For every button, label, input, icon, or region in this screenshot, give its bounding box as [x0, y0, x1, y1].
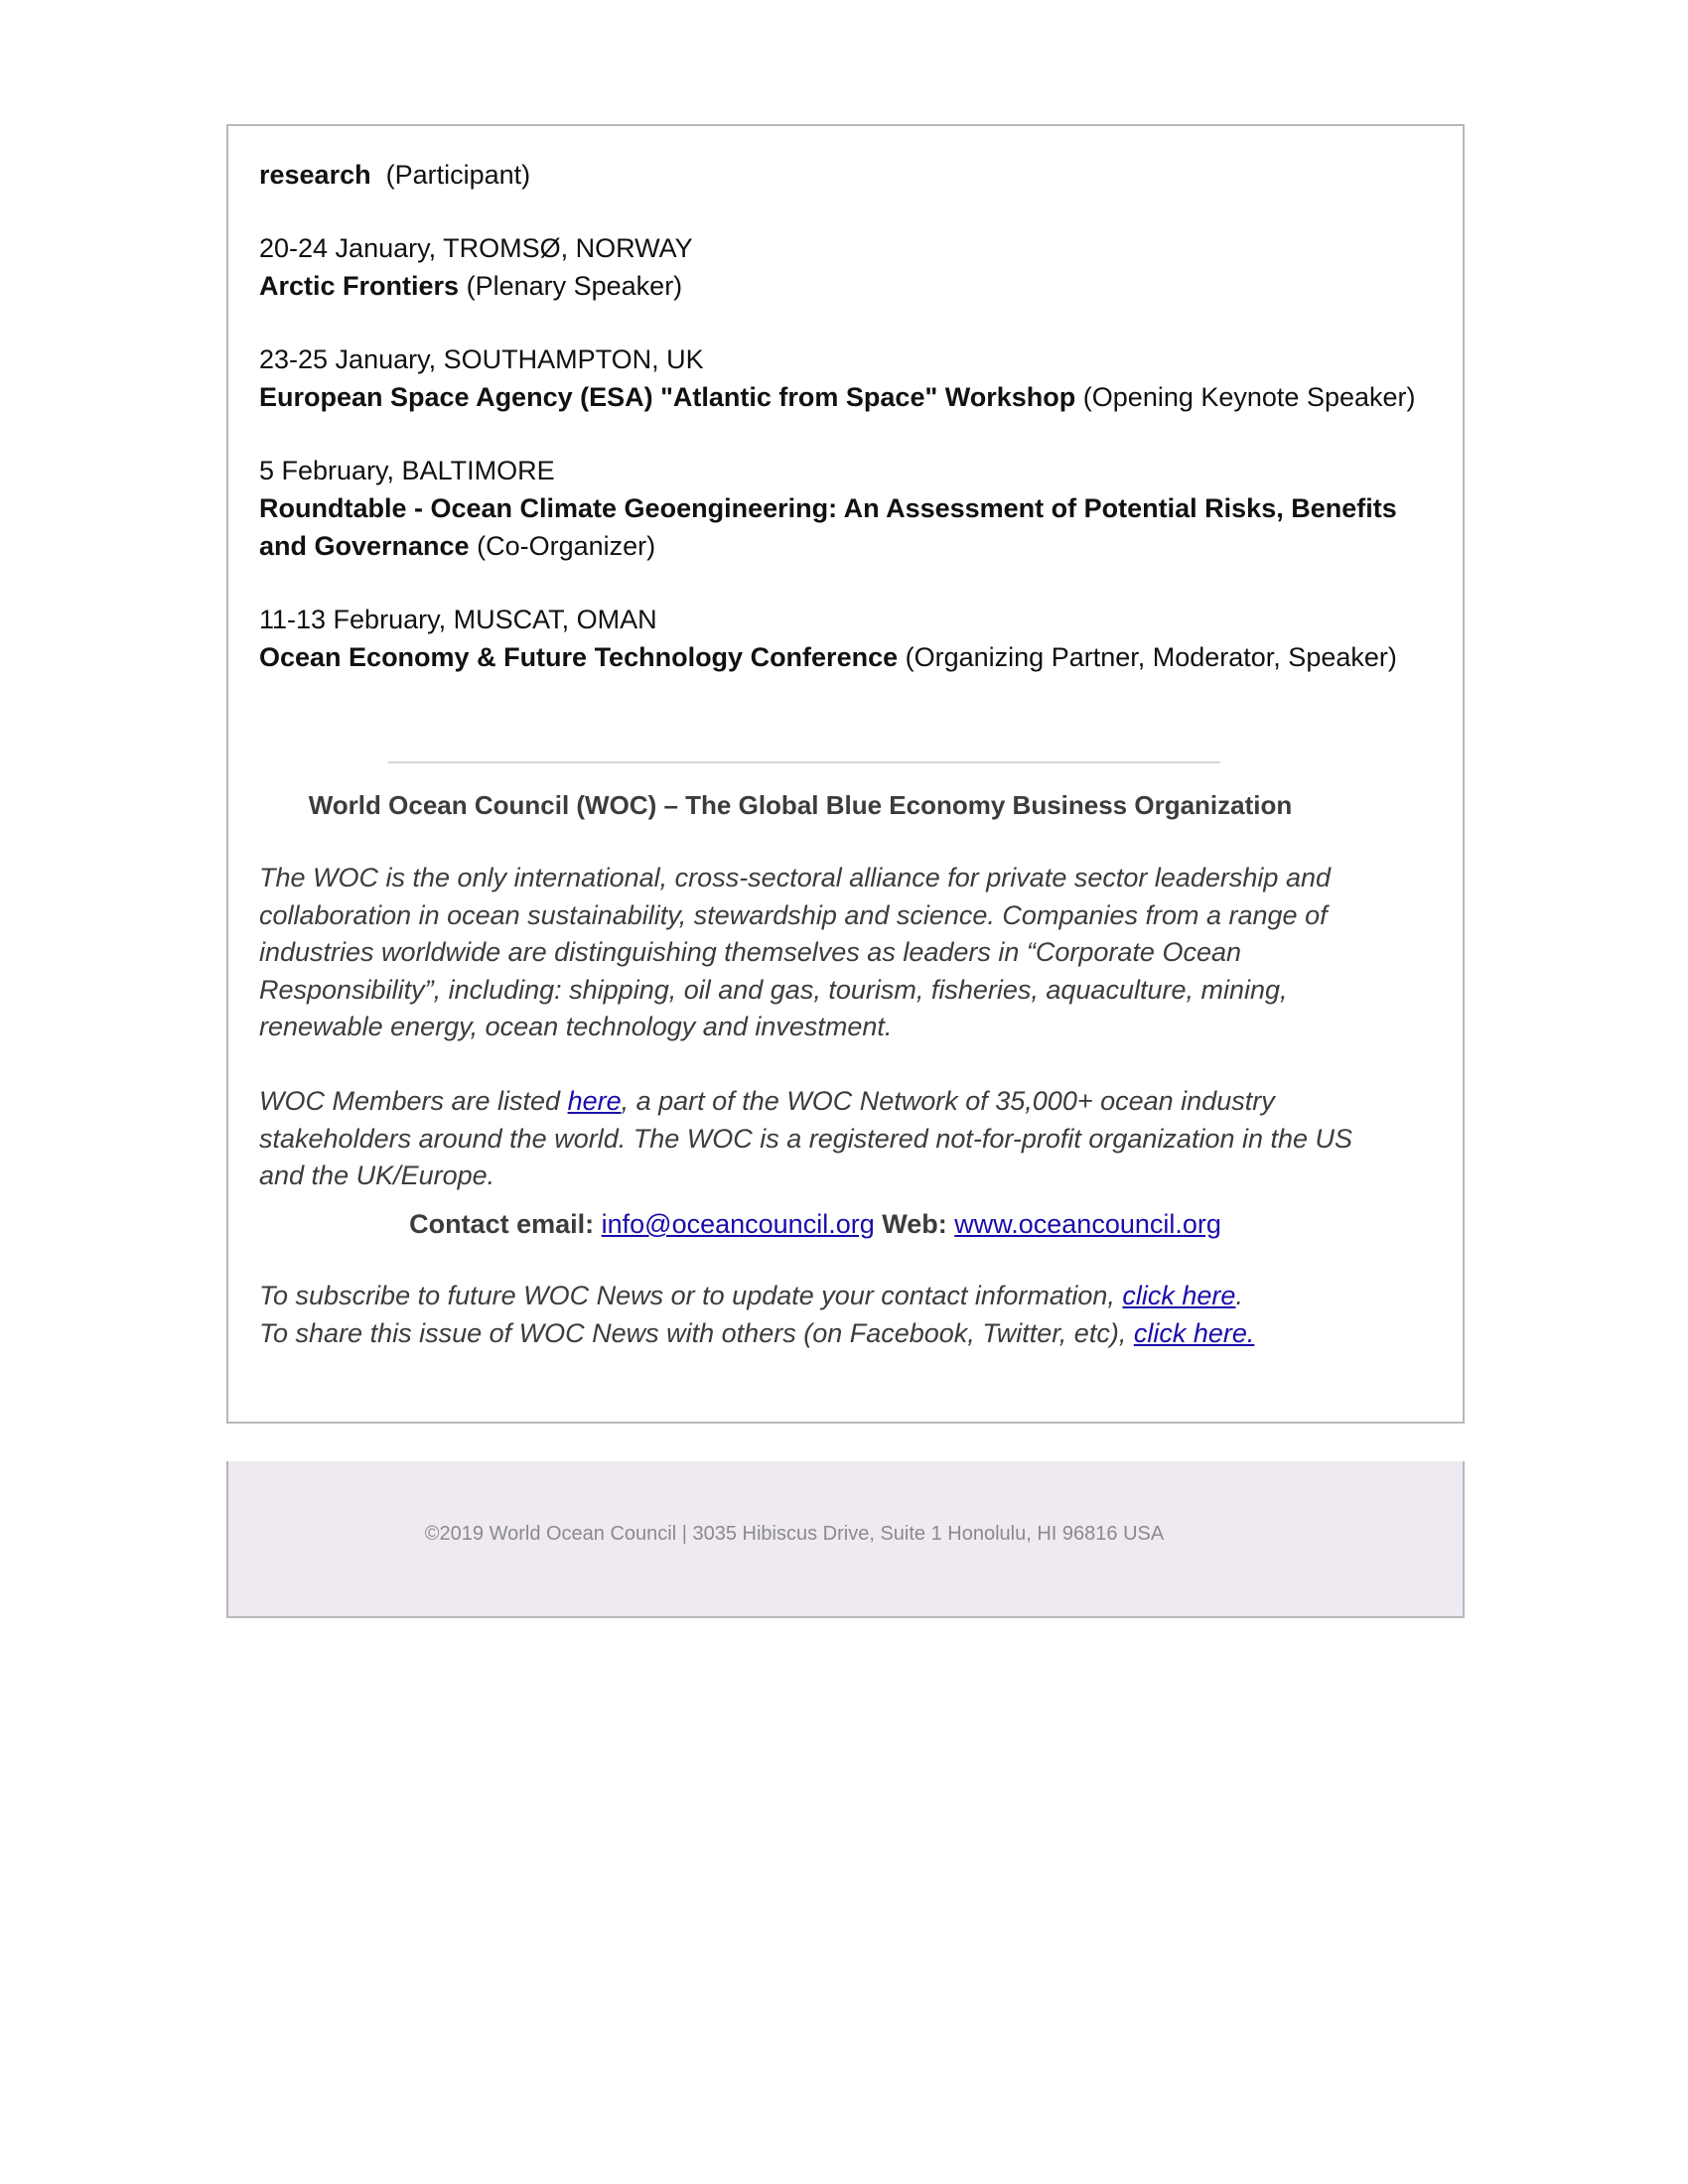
event-date: 5 February, BALTIMORE	[259, 456, 555, 485]
event-title: European Space Agency (ESA) "Atlantic from Space" Workshop	[259, 382, 1076, 412]
event-item	[259, 156, 1441, 194]
event-item	[259, 601, 1441, 676]
event-title: Ocean Economy & Future Technology Conference	[259, 642, 899, 672]
share-text: To share this issue of WOC News with others (on Facebook, Twitter, etc),	[259, 1317, 1134, 1348]
event-item	[259, 452, 1441, 565]
event-title: research	[259, 160, 371, 190]
event-date: 23-25 January, SOUTHAMPTON, UK	[259, 344, 704, 374]
org-description	[259, 860, 1371, 1046]
members-paragraph	[259, 1083, 1371, 1195]
subscribe-link[interactable]: click here	[1122, 1281, 1236, 1310]
contact-line	[259, 1205, 1371, 1243]
event-role: (Participant)	[385, 160, 531, 190]
web-link[interactable]: www.oceancouncil.org	[954, 1209, 1221, 1239]
event-item	[259, 229, 1441, 305]
footer	[226, 1461, 1465, 1618]
event-role: (Organizing Partner, Moderator, Speaker)	[905, 642, 1397, 672]
event-title: Roundtable - Ocean Climate Geoengineering: An Assessment of Potential Risks, Benefits and Governance	[259, 493, 1397, 561]
section-divider	[388, 761, 1220, 763]
event-date: 11-13 February, MUSCAT, OMAN	[259, 605, 657, 634]
subscribe-end: .	[1235, 1281, 1243, 1310]
subscribe-block	[259, 1278, 1371, 1352]
footer-address: ©2019 World Ocean Council | 3035 Hibiscus Drive, Suite 1 Honolulu, HI 96816 USA	[424, 1523, 1165, 1545]
event-item	[259, 341, 1441, 416]
newsletter-body	[226, 124, 1465, 1424]
event-date: 20-24 January, TROMSØ, NORWAY	[259, 233, 693, 263]
share-link[interactable]: click here.	[1133, 1317, 1255, 1348]
subscribe-text: To subscribe to future WOC News or to update your contact information,	[259, 1281, 1123, 1310]
event-role: (Plenary Speaker)	[466, 271, 683, 301]
org-heading: World Ocean Council (WOC) – The Global Blue Economy Business Organization	[308, 790, 1293, 820]
members-link[interactable]: here	[567, 1086, 622, 1116]
event-title: Arctic Frontiers	[259, 271, 460, 301]
web-label: Web:	[882, 1209, 947, 1239]
members-text-pre: WOC Members are listed	[259, 1086, 568, 1116]
contact-email-link[interactable]: info@oceancouncil.org	[601, 1209, 875, 1239]
event-role: (Co-Organizer)	[477, 531, 656, 561]
members-text-post: , a part of the WOC Network of 35,000+ ocean industry stakeholders around the world. The WOC is a registered not-for-profit organization in the US and the UK/Europe.	[259, 1086, 1353, 1190]
events-list	[259, 156, 1441, 1348]
event-role: (Opening Keynote Speaker)	[1082, 382, 1416, 412]
org-description-text: The WOC is the only international, cross-sectoral alliance for private sector leadership and collaboration in ocean sustainability, stewardship and science. Companies from a range of industries worldwide are distinguishing themselves as leaders in “Corporate Ocean Responsibility”, including: shipping, oil and gas, tourism, fisheries, aquaculture, mining, renewable energy, ocean technology and investment.	[259, 863, 1331, 1041]
contact-email-label: Contact email:	[409, 1209, 595, 1239]
